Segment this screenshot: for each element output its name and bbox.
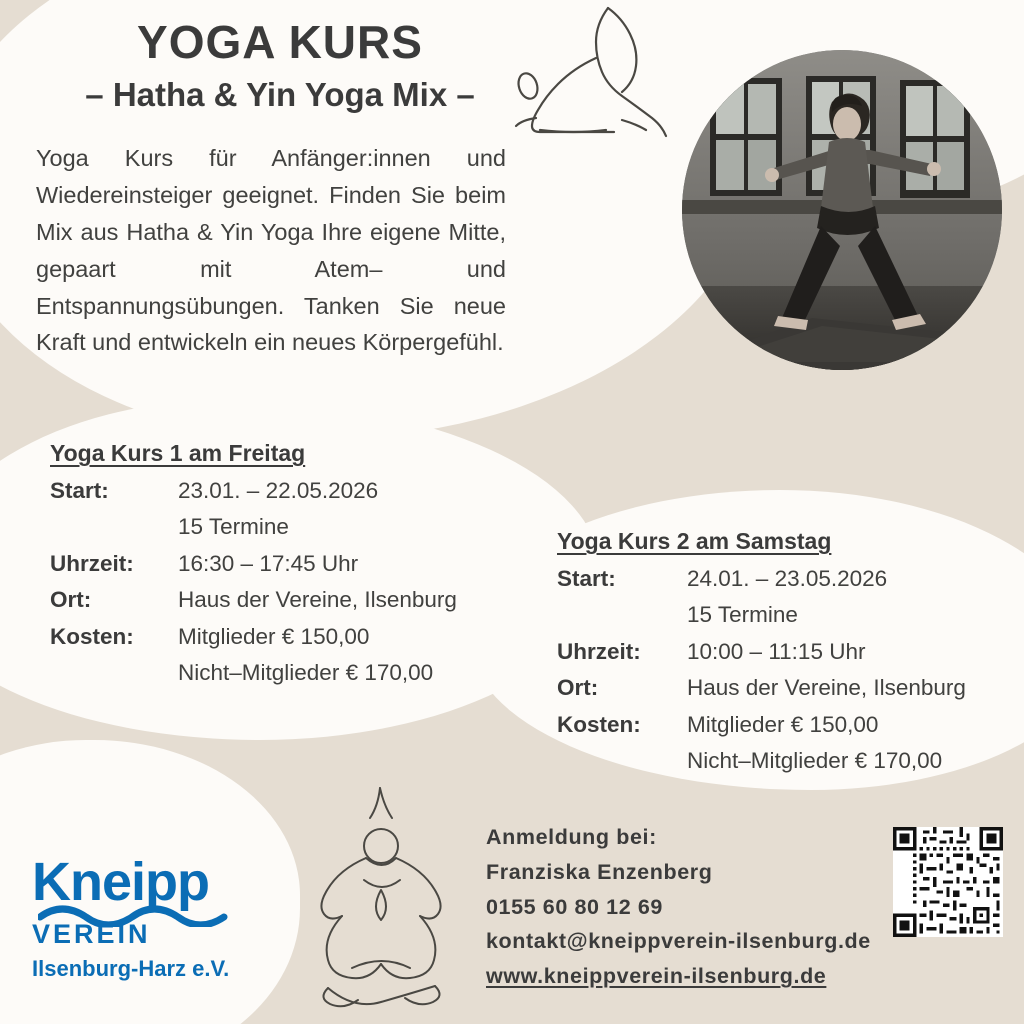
course-1-label-uhrzeit: Uhrzeit: (50, 550, 134, 576)
course-1-row-start (50, 473, 520, 509)
course-2-label-kosten-nicht (557, 743, 687, 779)
course-1-value-kosten: Mitglieder € 150,00 (178, 623, 370, 649)
course-1-label-ort: Ort: (50, 587, 92, 613)
qr-code-icon[interactable] (893, 827, 1003, 937)
contact-block (486, 820, 871, 994)
course-2-row-kosten (557, 707, 1024, 743)
logo-verein-label: VEREIN (32, 919, 151, 949)
contact-phone[interactable]: 0155 60 80 12 69 (486, 894, 663, 919)
course-2-row-start (557, 561, 1024, 597)
course-2-value-kosten: Mitglieder € 150,00 (687, 711, 879, 737)
lotus-svg (292, 782, 472, 1012)
course-2-label-start: Start: (557, 566, 616, 591)
course-2-row-termine (557, 597, 1024, 633)
yoga-downward-dog-line-icon (500, 0, 710, 145)
contact-website-link[interactable]: www.kneippverein-ilsenburg.de (486, 964, 827, 989)
course-2-label-ort: Ort: (557, 675, 599, 701)
course-2-value-uhrzeit: 10:00 – 11:15 Uhr (687, 638, 866, 664)
course-1-title: Yoga Kurs 1 am Freitag (50, 440, 306, 466)
kneipp-verein-logo (32, 852, 230, 982)
course-1-value-start: 23.01. – 22.05.2026 (178, 478, 379, 503)
course-2-row-uhrzeit (557, 634, 1024, 670)
course-2-value-kosten-nicht: Nicht–Mitglieder € 170,00 (687, 748, 943, 774)
contact-name: Franziska Enzenberg (486, 859, 713, 884)
wave-icon (38, 901, 234, 927)
course-1-value-termine: 15 Termine (178, 514, 289, 540)
poster-header (0, 18, 560, 114)
page-subtitle: – Hatha & Yin Yoga Mix – (85, 76, 475, 114)
down-dog-svg (500, 0, 710, 140)
contact-heading: Anmeldung bei: (486, 825, 657, 849)
course-1-row-ort (50, 582, 520, 618)
page-title: YOGA KURS (137, 16, 423, 68)
yoga-warrior-pose-photo (682, 50, 1002, 370)
course-2-value-ort: Haus der Vereine, Ilsenburg (687, 675, 966, 701)
course-2-value-start: 24.01. – 23.05.2026 (687, 566, 888, 591)
course-2-label-kosten: Kosten: (557, 711, 641, 737)
intro-paragraph: Yoga Kurs für Anfänger:innen und Wiedereinsteiger geeignet. Finden Sie beim Mix aus Hatha & Yin Yoga Ihre eigene Mitte, gepaart mit Atem– und Entspannungsübungen. Tanken Sie neue Kraft und entwickeln ein neues Körpergefühl. (36, 145, 506, 356)
course-2-label-uhrzeit: Uhrzeit: (557, 638, 641, 664)
course-1-row-uhrzeit (50, 546, 520, 582)
photo-illustration (682, 50, 1002, 370)
qr-code-svg (893, 827, 1003, 937)
course-2-title: Yoga Kurs 2 am Samstag (557, 528, 832, 554)
course-1-row-kosten (50, 619, 520, 655)
course-2-value-termine: 15 Termine (687, 602, 798, 628)
course-1-label-kosten-nicht (50, 655, 178, 691)
logo-region-label: Ilsenburg-Harz e.V. (32, 956, 230, 981)
contact-email[interactable]: kontakt@kneippverein-ilsenburg.de (486, 929, 871, 954)
course-1-value-ort: Haus der Vereine, Ilsenburg (178, 587, 457, 613)
course-1-label-termine (50, 509, 178, 545)
course-1-label-start: Start: (50, 478, 109, 503)
yoga-lotus-pose-line-icon (292, 782, 472, 1017)
course-block-1 (50, 440, 520, 692)
course-1-value-uhrzeit: 16:30 – 17:45 Uhr (178, 550, 359, 576)
logo-wordmark: Kneipp (32, 852, 209, 912)
course-block-2 (557, 528, 1024, 780)
course-1-row-termine (50, 509, 520, 545)
course-1-value-kosten-nicht: Nicht–Mitglieder € 170,00 (178, 660, 434, 686)
course-1-label-kosten: Kosten: (50, 623, 134, 649)
course-1-row-kosten-nicht (50, 655, 520, 691)
course-2-row-ort (557, 670, 1024, 706)
course-2-row-kosten-nicht (557, 743, 1024, 779)
course-2-label-termine (557, 597, 687, 633)
